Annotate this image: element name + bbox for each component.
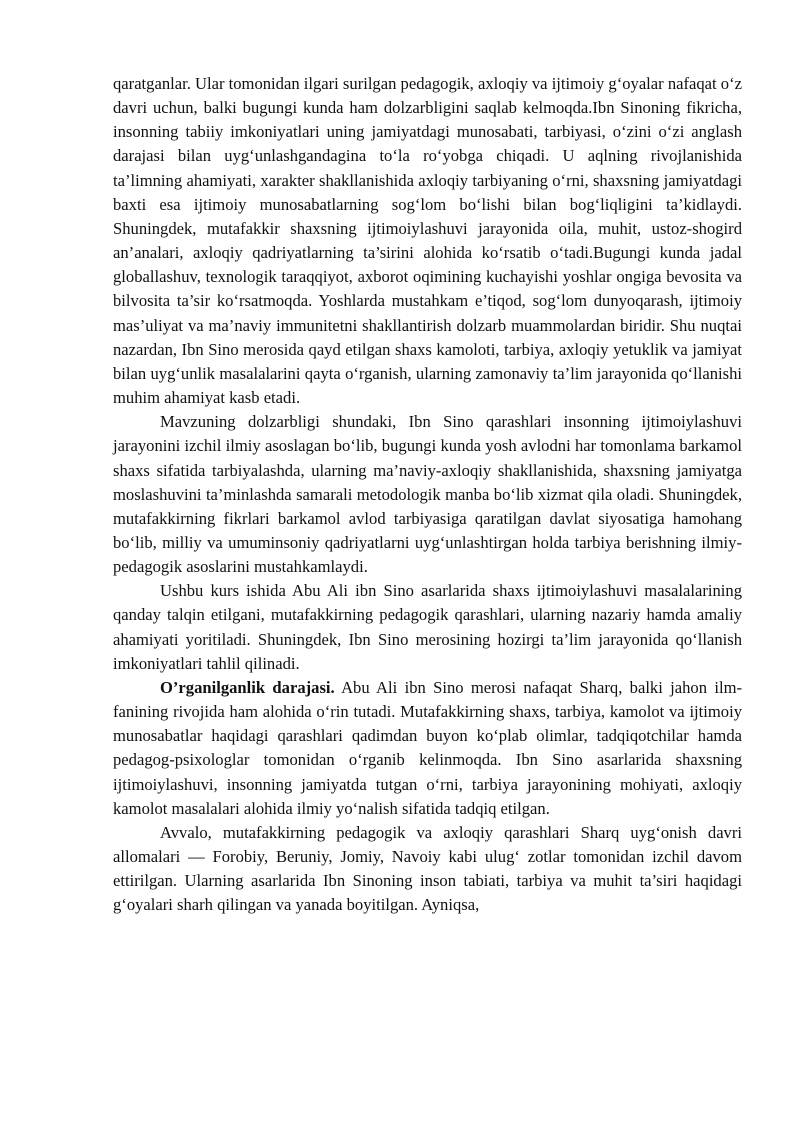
section-heading: O’rganilganlik darajasi. (160, 677, 335, 697)
paragraph-relevance: Mavzuning dolzarbligi shundaki, Ibn Sino qarashlari insonning ijtimoiylashuvi jarayonini izchil ilmiy asoslagan bo‘lib, bugungi kunda yosh avlodni har tomonlama barkamol shaxs sifatida tarbiyalashda, ularning ma’naviy-axloqiy shakllanishida, shaxsning jamiyatga moslashuvini ta’minlashda samarali metodologik manba bo‘lib xizmat qila oladi. Shuningdek, mutafakkirning fikrlari barkamol avlod tarbiyasiga qaratilgan davlat siyosatiga hamohang bo‘lib, milliy va umuminsoniy qadriyatlarni uyg‘unlashtirgan holda tarbiya berishning ilmiy-pedagogik asoslarini mustahkamlaydi. (113, 412, 742, 577)
paragraph-course-work: Ushbu kurs ishida Abu Ali ibn Sino asarlarida shaxs ijtimoiylashuvi masalalarining qanday talqin etilgani, mutafakkirning pedagogik qarashlari, ularning nazariy hamda amaliy ahamiyati yoritiladi. Shuningdek, Ibn Sino merosining hozirgi ta’lim jarayonida qo‘llanish imkoniyatlari tahlil qilinadi. (113, 581, 742, 673)
document-page (113, 72, 742, 917)
paragraph-study-level (113, 676, 742, 821)
paragraph-study-level-text: Abu Ali ibn Sino merosi nafaqat Sharq, balki jahon ilm-fanining rivojida ham alohida o‘rin tutadi. Mutafakkirning shaxs, tarbiya, kamolot va ijtimoiy munosabatlar haqidagi qarashlari qadimdan buyon ko‘plab olimlar, tadqiqotchilar hamda pedagog-psixologlar tomonidan o‘rganib kelinmoqda. Ibn Sino asarlarida shaxsning ijtimoiylashuvi, insonning jamiyatda tutgan o‘rni, tarbiya jarayonining mohiyati, axloqiy kamolot masalalari alohida ilmiy yo‘nalish sifatida tadqiq etilgan. (113, 677, 742, 818)
paragraph-successors: Avvalo, mutafakkirning pedagogik va axloqiy qarashlari Sharq uyg‘onish davri allomalari — Forobiy, Beruniy, Jomiy, Navoiy kabi ulug‘ zotlar tomonidan izchil davom ettirilgan. Ularning asarlarida Ibn Sinoning inson tabiati, tarbiya va muhit ta’siri haqidagi g‘oyalari sharh qilingan va yanada boyitilgan. Ayniqsa, (113, 822, 742, 915)
paragraph-continuation: qaratganlar. Ular tomonidan ilgari surilgan pedagogik, axloqiy va ijtimoiy g‘oyalar nafaqat o‘z davri uchun, balki bugungi kunda ham dolzarbligini saqlab kelmoqda.Ibn Sinoning fikricha, insonning tabiiy imkoniyatlari uning jamiyatdagi munosabati, tarbiyasi, o‘zini o‘zi anglash darajasi bilan uyg‘unlashgandagina to‘la ro‘yobga chiqadi. U aqlning rivojlanishida ta’limning ahamiyati, xarakter shakllanishida axloqiy tarbiyaning o‘rni, shaxsning jamiyatdagi baxti esa ijtimoiy munosabatlarning sog‘lom bo‘lishi bilan bog‘liqligini ta’kidlaydi. Shuningdek, mutafakkir shaxsning ijtimoiylashuvi jarayonida oila, muhit, ustoz-shogird an’analari, axloqiy qadriyatlarning ta’sirini alohida ko‘rsatib o‘tadi.Bugungi kunda jadal globallashuv, texnologik taraqqiyot, axborot oqimining kuchayishi yoshlar ongiga bevosita va bilvosita ta’sir ko‘rsatmoqda. Yoshlarda mustahkam e’tiqod, sog‘lom dunyoqarash, ijtimoiy mas’uliyat va ma’naviy immunitetni shakllantirish dolzarb muammolardan biridir. Shu nuqtai nazardan, Ibn Sino merosida qayd etilgan shaxs kamoloti, tarbiya, axloqiy yetuklik va jamiyat bilan uyg‘unlik masalalarini qayta o‘rganish, ularning zamonaviy ta’lim jarayonida qo‘llanishi muhim ahamiyat kasb etadi. (113, 74, 742, 408)
